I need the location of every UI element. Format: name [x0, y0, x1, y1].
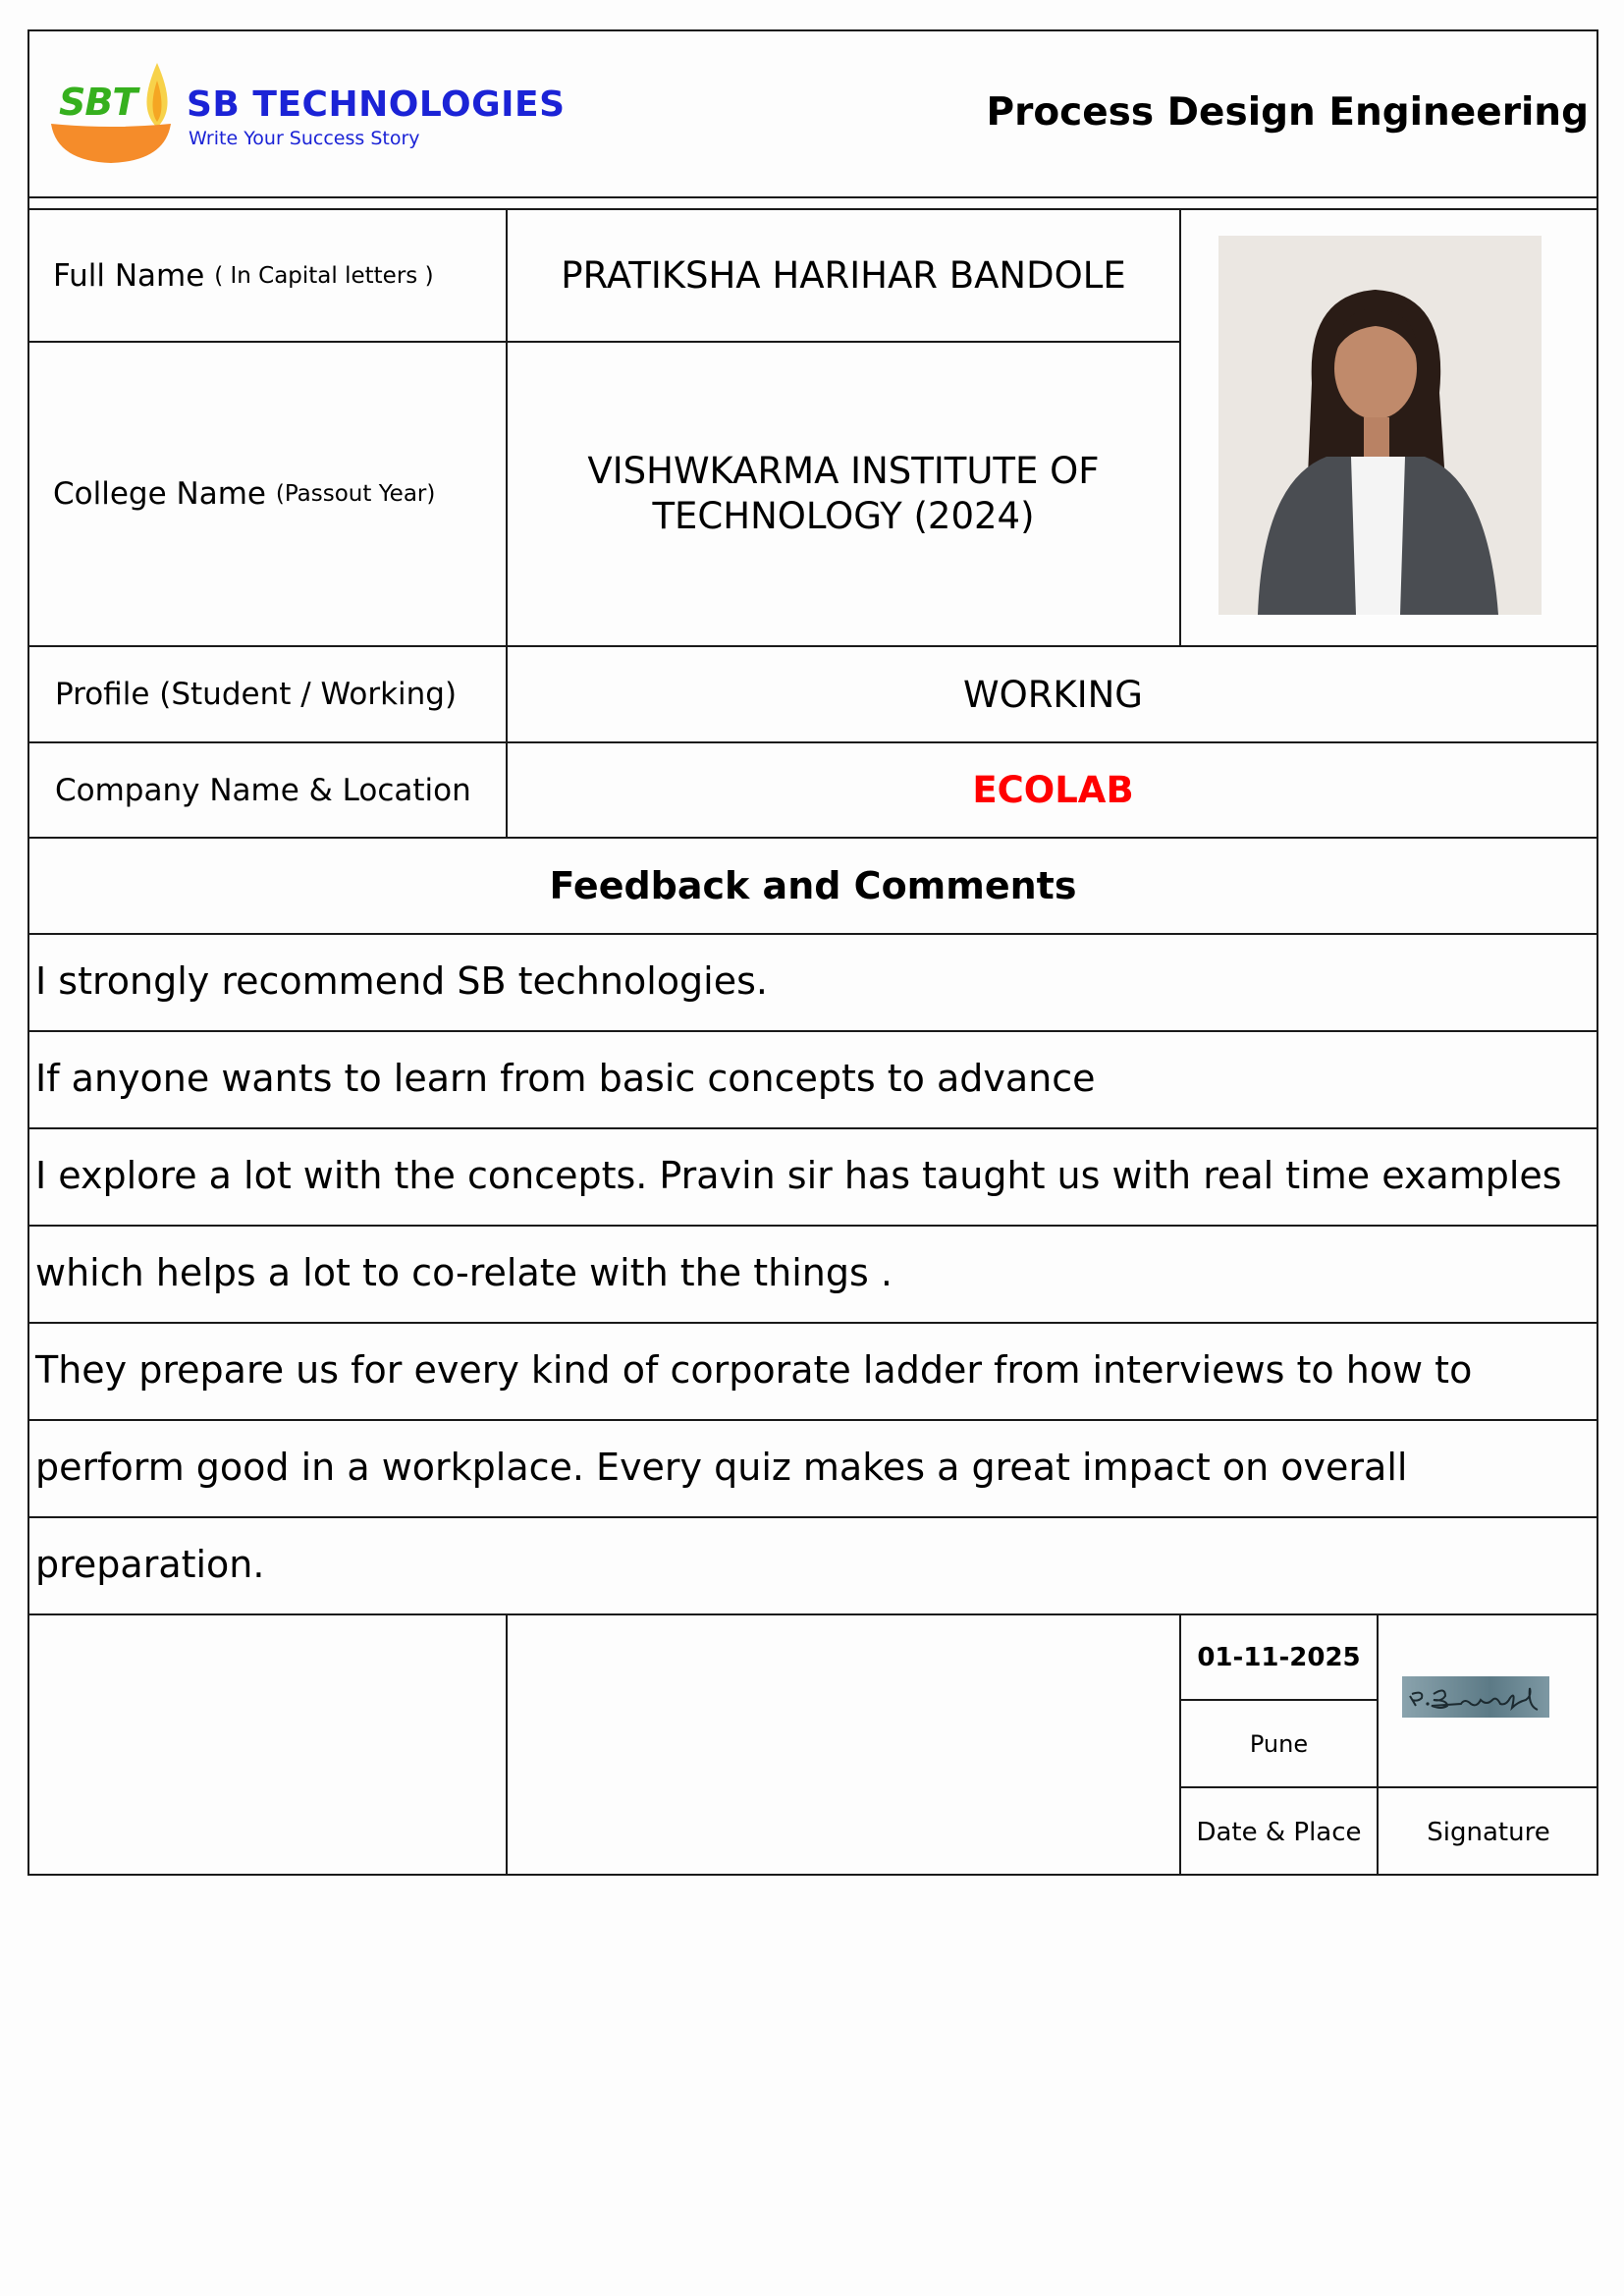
course-title: Process Design Engineering [986, 90, 1589, 135]
signature-label: Signature [1427, 1817, 1550, 1847]
row-divider [27, 933, 1598, 935]
place-value: Pune [1249, 1729, 1309, 1758]
footer-divider [506, 1613, 508, 1876]
row-divider [27, 1127, 1598, 1129]
feedback-line: I explore a lot with the concepts. Pravin sir has taught us with real time examples [35, 1154, 1562, 1197]
full-name-value: PRATIKSHA HARIHAR BANDOLE [561, 254, 1126, 297]
person-photo-icon [1218, 236, 1542, 615]
row-divider [27, 1225, 1598, 1227]
row-divider [27, 1030, 1598, 1032]
column-divider-photo [1179, 208, 1181, 646]
profile-value: WORKING [963, 673, 1143, 716]
full-name-label: Full Name ( In Capital letters ) [53, 257, 434, 294]
date-place-label: Date & Place [1196, 1817, 1362, 1847]
college-hint: (Passout Year) [275, 481, 436, 507]
feedback-line: They prepare us for every kind of corporate ladder from interviews to how to [35, 1348, 1473, 1392]
feedback-line: preparation. [35, 1543, 265, 1586]
signature-image [1402, 1676, 1549, 1718]
logo-abbreviation: SBT [59, 81, 137, 124]
feedback-line: I strongly recommend SB technologies. [35, 959, 768, 1003]
row-divider [27, 1516, 1598, 1518]
company-logo [47, 51, 577, 169]
profile-label: Profile (Student / Working) [55, 677, 458, 712]
feedback-line: perform good in a workplace. Every quiz makes a great impact on overall [35, 1446, 1408, 1489]
profile-photo [1218, 236, 1542, 615]
feedback-heading: Feedback and Comments [549, 864, 1077, 907]
feedback-line: If anyone wants to learn from basic concepts to advance [35, 1057, 1096, 1100]
college-label: College Name (Passout Year) [53, 476, 436, 512]
date-value: 01-11-2025 [1197, 1642, 1361, 1672]
feedback-line: which helps a lot to co-relate with the things . [35, 1251, 893, 1294]
row-divider [27, 1322, 1598, 1324]
company-value: ECOLAB [972, 769, 1134, 811]
handwritten-signature-icon [1402, 1676, 1549, 1718]
full-name-hint: ( In Capital letters ) [214, 262, 434, 289]
college-value: VISHWKARMA INSTITUTE OF TECHNOLOGY (2024) [587, 450, 1100, 537]
header-divider [27, 196, 1598, 198]
brand-name: SB TECHNOLOGIES [187, 84, 566, 125]
brand-tagline: Write Your Success Story [189, 128, 420, 149]
row-divider [27, 1419, 1598, 1421]
company-label: Company Name & Location [55, 772, 471, 808]
